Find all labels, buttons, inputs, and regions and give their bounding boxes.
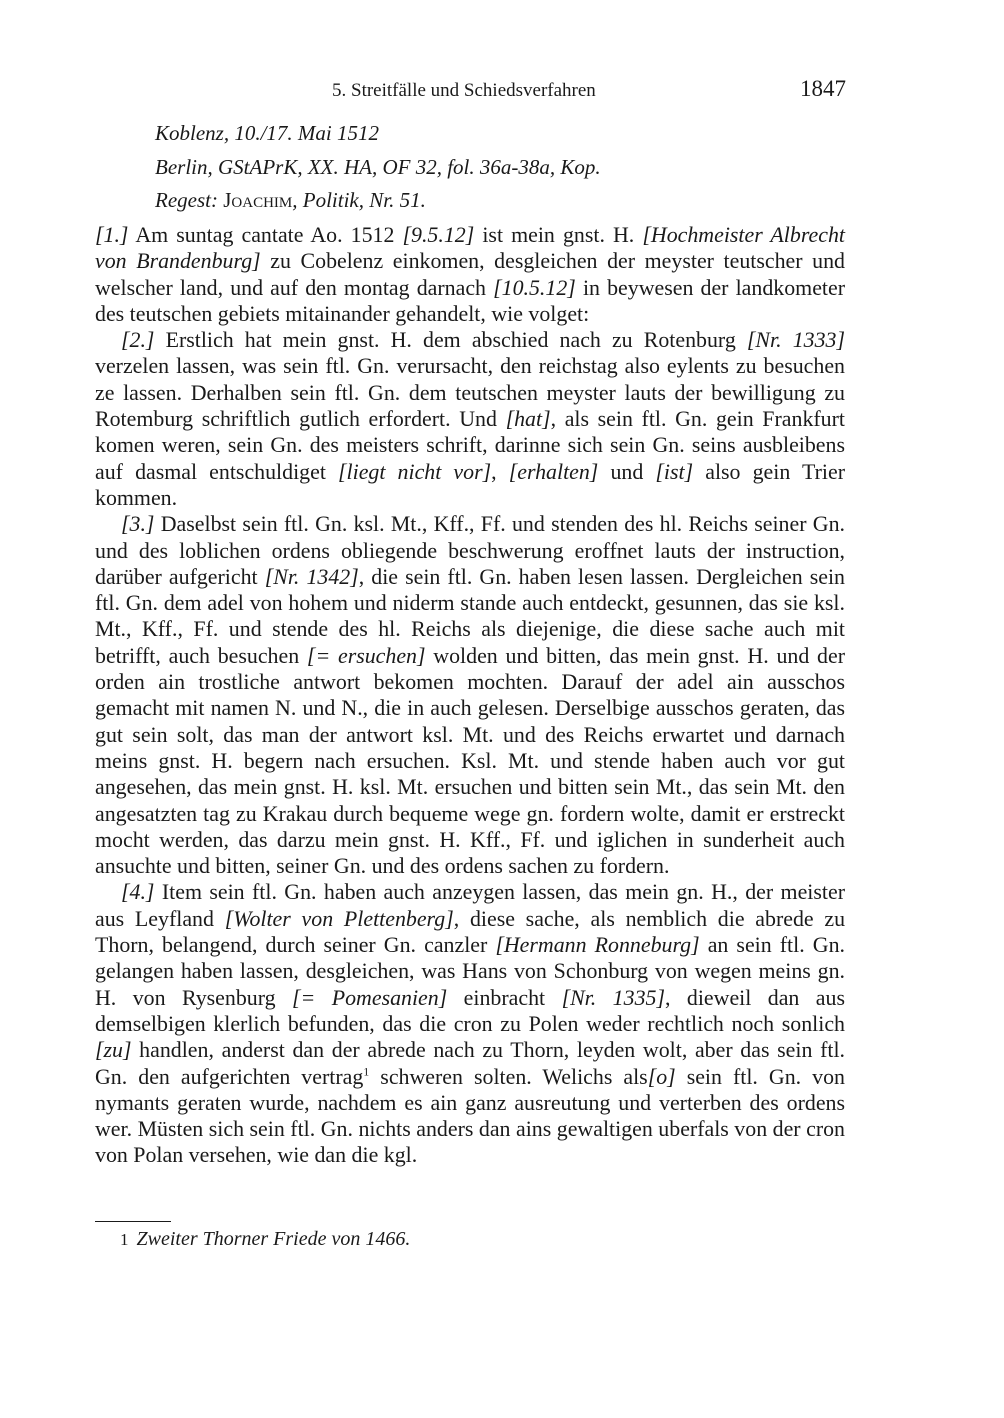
- paragraph-p1: [95, 222, 845, 327]
- footnote-rule: [95, 1221, 171, 1222]
- regest-label: Regest:: [155, 188, 218, 212]
- text-run: an sein ftl. Gn. gelangen haben lassen, desgleichen, was Hans von Schonburg von wegen meins gn. H. von Rysenburg: [95, 932, 845, 1010]
- paragraph-p3: [95, 511, 845, 879]
- text-run: verzelen lassen, was sein ftl. Gn. verursacht, den reichstag also eylents zu besuchen ze lassen. Derhalben sein ftl. Gn. dem teutschen meyster lauts der bewilligung zu Rotemburg schriftlich gutlich erfordert. Und: [95, 353, 845, 432]
- text-run: ,: [491, 458, 509, 484]
- editorial-note: [= ersuchen]: [306, 642, 426, 668]
- text-run: Item sein ftl. Gn. haben auch anzeygen lassen, das mein gn. H., der meister aus Leyfland: [95, 879, 845, 931]
- text-run: zu Cobelenz einkomen, desgleichen der meyster teutscher und welscher land, und auf den montag darnach: [95, 248, 845, 300]
- editorial-note: [2.]: [121, 327, 155, 353]
- footnote-number: 1: [120, 1230, 129, 1249]
- running-title: 5. Streitfälle und Schiedsverfahren: [332, 80, 596, 101]
- footnote: [120, 1228, 410, 1251]
- text-run: also gein Trier kommen.: [95, 458, 845, 510]
- text-run: einbracht: [447, 984, 562, 1010]
- text-run: sein ftl. Gn. von nymants geraten wurde, nachdem es ain ganz ausreutung und verterben des ordens wer. Müsten sich sein ftl. Gn. nichts anders dan ains gewaltigen uberfals von der cron von Polan versehen, wie dan die kgl.: [95, 1063, 846, 1168]
- editorial-note: [Wolter von Plettenberg]: [224, 905, 454, 931]
- text-run: handlen, anderst dan der abrede nach zu Thorn, leyden wolt, aber das sein ftl. Gn. den aufgerichten vertrag: [95, 1037, 845, 1089]
- paragraph-p4: [95, 879, 845, 1168]
- paragraph-p2: [95, 327, 845, 511]
- editorial-note: [Hermann Ronneburg]: [495, 932, 700, 958]
- text-run: Erstlich hat mein gnst. H. dem abschied nach zu Rotenburg: [154, 327, 747, 353]
- editorial-note: [ist]: [655, 458, 694, 484]
- editorial-note: [1.]: [95, 222, 129, 247]
- text-run: und: [598, 458, 656, 484]
- editorial-note: [Nr. 1333]: [746, 327, 845, 353]
- editorial-note: [o]: [647, 1063, 676, 1089]
- document-body: [95, 222, 845, 1169]
- regest-line: [155, 188, 426, 213]
- editorial-note: [liegt nicht vor]: [338, 458, 492, 484]
- archive-source: Berlin, GStAPrK, XX. HA, OF 32, fol. 36a-38a, Kop.: [155, 155, 601, 179]
- text-run: wolden und bitten, das mein gnst. H. und der orden ain trostliche antwort bekomen mochten. Darauf der adel ain ausschos gemacht mit namen N. und N., die in auch gelesen. Derselbige ausschos geraten, das gut sein solt, das man der antwort ksl. Mt. und des Reichs erwartet und darnach meins gnst. H. begern nach ersuchen. Ksl. Mt. und stende haben auch vor gut angesehen, das mein gnst. H. ksl. Mt. ersuchen und bitten sein Mt., das sein Mt. den angesatzten tag zu Krakau durch bequeme wege gn. fordern wolte, damit er erstreckt mocht werden, das darzu mein gnst. H. Kff., Ff. und iglichen in sunderheit auch ansuchte und bitten, seiner Gn. und des ordens sachen zu fordern.: [95, 642, 846, 879]
- editorial-note: [Nr. 1342]: [264, 563, 359, 589]
- text-run: Daselbst sein ftl. Gn. ksl. Mt., Kff., Ff. und stenden des hl. Reichs seiner Gn. und des loblichen ordens obliegende beschwerung eroffnet lauts der instruction, darüber aufgericht: [95, 511, 845, 589]
- regest-author: Joachim: [223, 188, 293, 212]
- text-run: Am suntag cantate Ao. 1512: [128, 222, 403, 247]
- footnote-text: Zweiter Thorner Friede von 1466.: [136, 1228, 411, 1250]
- editorial-note: [4.]: [121, 879, 155, 905]
- regest-reference: , Politik, Nr. 51.: [292, 188, 426, 212]
- editorial-note: [erhalten]: [508, 458, 599, 484]
- text-run: , als sein ftl. Gn. gein Frankfurt komen weren, sein Gn. des meisters schrift, darinne sich sein Gn. seins ausbleibens auf dasmal entschuldiget: [95, 406, 845, 484]
- editorial-note: [9.5.12]: [402, 222, 475, 247]
- text-run: in beywesen der landkometer des teutschen gebiets mitainander gehandelt, wie volget:: [95, 274, 845, 326]
- text-run: ist mein gnst. H.: [474, 222, 643, 247]
- editorial-note: [3.]: [121, 511, 155, 537]
- editorial-note: [hat]: [505, 406, 551, 432]
- text-run: , diese sache, als nemblich die abrede zu Thorn, belangend, durch seiner Gn. canzler: [95, 905, 846, 958]
- text-run: , dieweil dan aus demselbigen klerlich befunden, das die cron zu Polen weder rechtlich noch sonlich: [95, 984, 845, 1036]
- text-run: , die sein ftl. Gn. haben lesen lassen. Dergleichen sein ftl. Gn. dem adel von hohem und niderm stande auch entdeckt, gesunnen, das sie ksl. Mt., Kff., Ff. und stende des hl. Reichs als diejenige, die diese sache auch mit betrifft, auch besuchen: [95, 563, 845, 668]
- editorial-note: [Nr. 1335]: [561, 984, 665, 1010]
- editorial-note: [zu]: [95, 1037, 132, 1063]
- date-place: Koblenz, 10./17. Mai 1512: [155, 121, 379, 145]
- footnote-ref: 1: [363, 1064, 370, 1079]
- editorial-note: [Hochmeister Albrecht von Brandenburg]: [95, 222, 846, 274]
- editorial-note: [= Pomesanien]: [292, 984, 448, 1010]
- page-number: 1847: [800, 76, 846, 101]
- editorial-note: [10.5.12]: [493, 274, 576, 300]
- text-run: schweren solten. Welichs als: [369, 1063, 648, 1089]
